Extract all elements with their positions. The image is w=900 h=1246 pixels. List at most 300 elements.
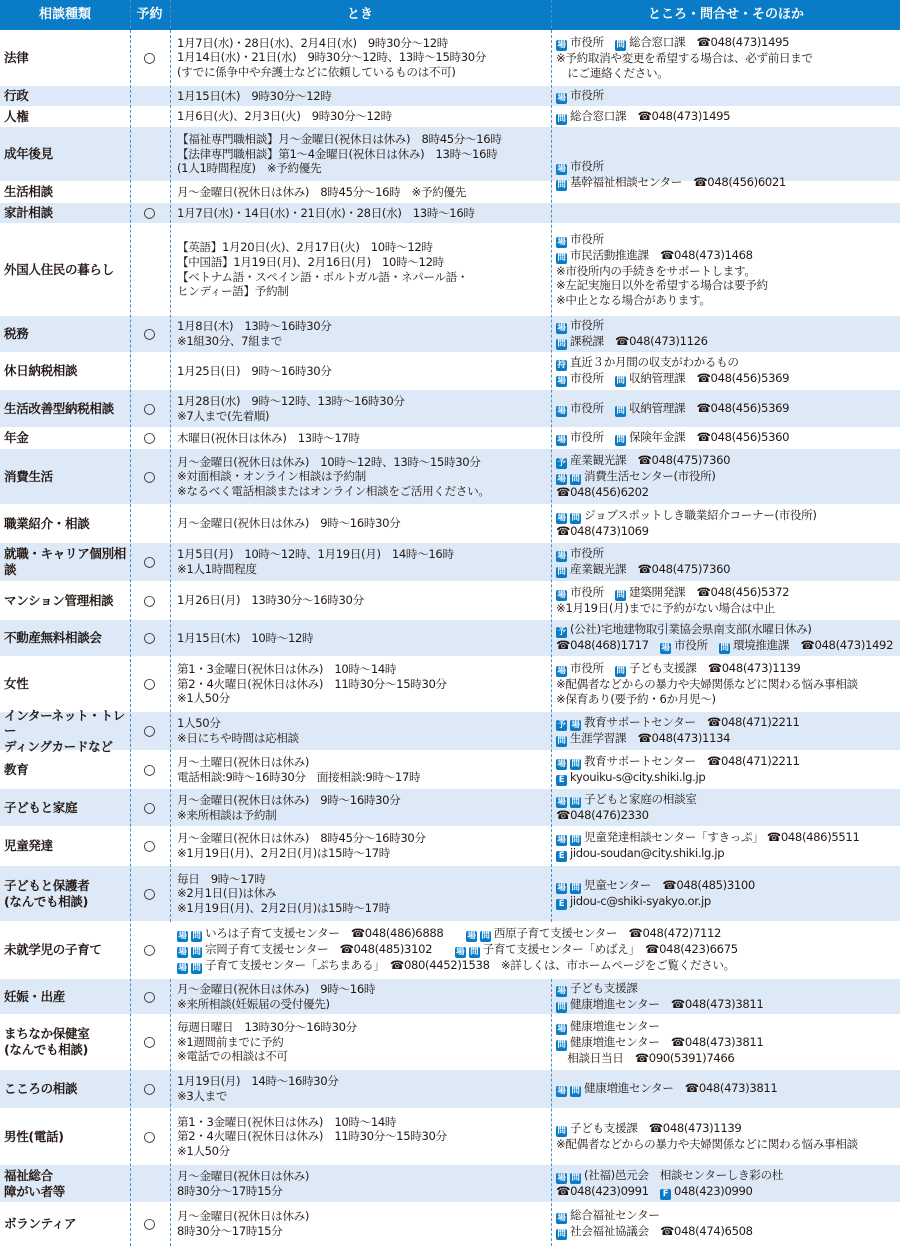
table-row (0, 86, 900, 107)
detail-text: ☎048(476)2330 (556, 808, 649, 823)
reserve-mark: ○ (143, 592, 156, 609)
table-row (0, 30, 900, 86)
detail-text: 市役所 (570, 159, 604, 173)
inquiry-icon: 問 (557, 252, 566, 263)
row-category (4, 428, 128, 448)
category-line: 税務 (4, 326, 29, 342)
when-line: ※来所相談(妊娠届の受付優先) (177, 996, 330, 1011)
detail-line (556, 401, 898, 417)
category-line: 成年後見 (4, 146, 53, 162)
row-when (177, 203, 549, 223)
when-line: ※1人50分 (177, 691, 230, 706)
when-line: 月～金曜日(祝休日は休み) 9時～16時30分 (177, 792, 401, 807)
category-line: 休日納税相談 (4, 363, 78, 379)
when-line: 月～金曜日(祝休日は休み) (177, 1209, 310, 1224)
category-line: 職業紹介・相談 (4, 515, 90, 531)
place-icon: 場 (178, 931, 187, 941)
place-icon: 場 (557, 758, 566, 769)
detail-line (556, 264, 898, 279)
detail-text: 市役所 (570, 318, 604, 332)
detail-text: (公社)宅地建物取引業協会県南支部(水曜日休み) (570, 622, 812, 636)
row-when (177, 1109, 549, 1164)
row-when (177, 979, 549, 1014)
place-icon: 場 (557, 835, 566, 845)
reserve-icon: 予 (557, 720, 566, 730)
detail-text: 市役所 (570, 546, 604, 560)
when-line: 1月5日(月) 10時～12時、1月19日(月) 14時～16時 (177, 547, 454, 562)
when-line: 第2・4火曜日(祝休日は休み) 11時30分～15時30分 (177, 676, 447, 691)
row-where (556, 449, 898, 504)
place-icon: 場 (557, 435, 566, 445)
category-line: 法律 (4, 49, 29, 65)
row-category (4, 182, 128, 202)
category-line: 教育 (4, 761, 29, 777)
detail-text: 健康増進センター ☎048(473)3811 (570, 996, 764, 1011)
detail-text: 児童発達相談センター「すきっぷ」 ☎048(486)5511 (584, 830, 860, 844)
detail-line (556, 846, 898, 862)
detail-line (556, 1051, 898, 1066)
detail-text: ジョブスポットしき職業紹介コーナー(市役所) (584, 508, 817, 523)
detail-line (556, 66, 898, 81)
detail-line (556, 1208, 898, 1224)
reserve-mark: ○ (143, 799, 156, 816)
row-when (177, 224, 549, 315)
detail-text: 市役所 (570, 430, 615, 444)
row-where (556, 1015, 898, 1069)
when-line: 1人50分 (177, 716, 221, 731)
row-where (556, 428, 898, 448)
place-icon: 場 (557, 551, 566, 561)
detail-text: 建築開発課 ☎048(456)5372 (628, 585, 790, 600)
detail-text: ※配偶者などからの暴力や夫婦関係などに関わる悩み事相談 (556, 1137, 858, 1152)
row-when (177, 1070, 549, 1108)
category-line: 男性(電話) (4, 1128, 64, 1144)
row-when (177, 1165, 549, 1202)
reserve-mark: ○ (143, 723, 156, 739)
when-line: 毎日 9時～17時 (177, 871, 266, 886)
row-where (556, 316, 898, 352)
detail-text: 市役所 (570, 371, 615, 385)
detail-line (556, 1019, 898, 1035)
detail-line (556, 453, 898, 469)
detail-text: 健康増進センター (570, 1018, 660, 1033)
place-icon: 場 (557, 474, 566, 485)
place-icon: 場 (178, 947, 187, 957)
when-line: 月～金曜日(祝休日は休み) 10時～12時、13時～15時30分 (177, 454, 481, 469)
when-line: 第1・3金曜日(祝休日は休み) 10時～14時 (177, 1114, 397, 1129)
detail-line (556, 715, 898, 731)
detail-line (556, 622, 898, 638)
header-reserve: 予約 (136, 7, 163, 22)
detail-line (177, 958, 897, 974)
place-icon: 場 (557, 93, 566, 103)
category-line: 生活改善型納税相談 (4, 400, 114, 416)
place-icon: 場 (557, 164, 566, 174)
inquiry-icon: 問 (557, 113, 566, 124)
category-line: ディングカードなど (4, 738, 113, 754)
row-category (4, 582, 128, 619)
row-category (4, 353, 128, 389)
when-line: ※なるべく電話相談またはオンライン相談をご活用ください。 (177, 483, 490, 498)
row-category (4, 1165, 128, 1202)
detail-line (556, 248, 898, 264)
table-row (0, 107, 900, 127)
category-line: (なんでも相談) (4, 893, 89, 909)
category-line: 人権 (4, 108, 29, 124)
category-line: マンション管理相談 (4, 592, 114, 608)
table-row (0, 1165, 900, 1203)
table-row (0, 390, 900, 428)
inquiry-icon: 問 (557, 339, 566, 349)
when-line: 1月7日(水)・14日(水)・21日(水)・28日(水) 13時～16時 (177, 205, 475, 220)
inquiry-icon: 問 (571, 797, 580, 808)
reserve-mark (131, 1165, 168, 1202)
table-row (0, 922, 900, 979)
detail-text: 市役所 (570, 661, 615, 676)
detail-text: 総合窓口課 ☎048(473)1495 (570, 108, 731, 123)
place-icon: 場 (661, 643, 670, 653)
column-divider (170, 979, 171, 1246)
row-category (4, 505, 128, 542)
when-line: 電話相談:9時～16時30分 面接相談:9時～17時 (177, 769, 421, 784)
place-icon: 場 (557, 1023, 566, 1034)
detail-line (556, 430, 898, 446)
row-where (556, 505, 898, 542)
row-where (556, 827, 898, 865)
table-row (0, 353, 900, 390)
place-icon: 場 (557, 1172, 566, 1183)
inquiry-icon: 問 (192, 963, 201, 973)
when-line: 8時30分～17時15分 (177, 1224, 283, 1238)
table-row (0, 620, 900, 657)
detail-text: 子ども支援課 ☎048(473)1139 (628, 661, 801, 676)
category-line: (なんでも相談) (4, 1042, 89, 1057)
reserve-mark (131, 353, 168, 389)
fax-icon: F (660, 1189, 671, 1200)
table-row (0, 657, 900, 712)
when-line: 【英語】1月20日(火)、2月17日(火) 10時～12時 (177, 240, 433, 255)
detail-text: 生涯学習課 ☎048(473)1134 (570, 731, 731, 745)
row-category (4, 543, 128, 581)
when-line: 月～金曜日(祝休日は休み) 9時～16時 (177, 981, 376, 996)
row-where (556, 182, 898, 202)
detail-line (556, 355, 898, 371)
detail-text: いろは子育て支援センター ☎048(486)6888 (205, 926, 466, 940)
row-category (4, 203, 128, 223)
detail-text: ☎048(473)1069 (556, 524, 649, 539)
row-when (177, 353, 549, 389)
row-category (4, 620, 128, 656)
detail-line (556, 159, 898, 175)
place-icon: 場 (557, 39, 566, 50)
reserve-mark (131, 224, 168, 315)
detail-text: 048(423)0990 (673, 1183, 753, 1198)
reserve-mark: ○ (143, 885, 156, 902)
place-icon: 場 (557, 666, 566, 677)
detail-text: 環境推進課 ☎048(473)1492 (732, 638, 894, 652)
table-row (0, 1015, 900, 1070)
detail-line (556, 878, 898, 894)
place-icon: 場 (557, 1213, 566, 1223)
table-row (0, 827, 900, 866)
reserve-mark: ○ (143, 630, 156, 646)
row-where (556, 582, 898, 619)
table-row (0, 505, 900, 543)
row-category (4, 789, 128, 826)
header-where: ところ・問合せ・そのほか (647, 7, 804, 22)
row-category (4, 316, 128, 352)
reserve-mark: ○ (143, 676, 156, 692)
detail-line (556, 1137, 898, 1152)
inquiry-icon: 問 (571, 835, 580, 845)
category-line: 外国人住民の暮らし (4, 261, 114, 277)
detail-line (556, 981, 898, 997)
reserve-mark (131, 182, 168, 202)
table-row (0, 428, 900, 449)
row-when (177, 182, 549, 202)
detail-text: kyouiku-s@city.shiki.lg.jp (570, 769, 706, 784)
detail-line (177, 926, 897, 942)
inquiry-icon: 問 (571, 1086, 580, 1096)
row-where (556, 86, 898, 106)
table-row (0, 866, 900, 922)
header-when: とき (346, 7, 373, 22)
detail-text: 市役所 (570, 400, 615, 415)
detail-text: 産業観光課 ☎048(475)7360 (570, 562, 731, 576)
place-icon: 場 (456, 947, 465, 957)
reserve-icon: 予 (557, 627, 566, 637)
row-when (177, 1015, 549, 1069)
when-line: 月～金曜日(祝休日は休み) 9時～16時30分 (177, 516, 401, 531)
row-when (177, 620, 549, 656)
when-line: 第1・3金曜日(祝休日は休み) 10時～14時 (177, 662, 397, 677)
inquiry-icon: 問 (557, 180, 566, 190)
when-line: ※1組30分、7組まで (177, 334, 282, 348)
reserve-mark (131, 127, 168, 181)
when-line: ※7人まで(先着順) (177, 408, 270, 423)
row-where (556, 789, 898, 826)
row-when (177, 316, 549, 352)
detail-text: 健康増進センター ☎048(473)3811 (584, 1081, 778, 1095)
row-when (177, 107, 549, 126)
detail-text: 西原子育て支援センター ☎048(472)7112 (493, 926, 722, 940)
detail-text: 市役所 (570, 88, 604, 102)
column-divider (551, 979, 552, 1246)
category-line: こころの相談 (4, 1081, 78, 1097)
detail-line (556, 1224, 898, 1240)
detail-text: 直近３か月間の収支がわかるもの (570, 355, 739, 369)
place-icon: 場 (557, 882, 566, 893)
detail-line (556, 661, 898, 677)
category-line: 障がい者等 (4, 1183, 66, 1199)
detail-text: 市役所 (570, 231, 604, 246)
when-line: ※1人50分 (177, 1143, 230, 1158)
row-when (177, 30, 549, 85)
when-line: 月～金曜日(祝休日は休み) 8時45分～16時30分 (177, 831, 426, 846)
reserve-mark: ○ (143, 1128, 156, 1145)
bring-icon: 持 (557, 360, 566, 370)
row-category (4, 224, 128, 315)
row-when (177, 789, 549, 826)
inquiry-icon: 問 (557, 1229, 566, 1239)
detail-line (556, 638, 898, 654)
reserve-mark: ○ (143, 988, 156, 1005)
table-row (0, 127, 900, 190)
when-line: 1月26日(月) 13時30分～16時30分 (177, 593, 364, 608)
row-where (556, 620, 898, 656)
detail-line (556, 469, 898, 485)
email-icon: E (556, 899, 567, 910)
category-line: 消費生活 (4, 468, 53, 484)
inquiry-icon: 問 (616, 376, 625, 386)
row-where (556, 1203, 898, 1245)
reserve-mark: ○ (143, 205, 156, 221)
detail-line (556, 692, 898, 707)
reserve-mark: ○ (143, 1081, 156, 1097)
detail-line (556, 35, 898, 51)
detail-text: ※中止となる場合があります。 (556, 292, 711, 307)
table-row (0, 979, 900, 1015)
category-line: 年金 (4, 430, 29, 446)
when-line: ※対面相談・オンライン相談は予約制 (177, 469, 366, 484)
category-line: 子どもと家庭 (4, 799, 78, 815)
detail-text: 市役所 (570, 585, 615, 600)
detail-line (556, 293, 898, 308)
when-line: 毎週日曜日 13時30分～16時30分 (177, 1020, 357, 1035)
row-category (4, 127, 128, 181)
reserve-mark (131, 107, 168, 126)
inquiry-icon: 問 (470, 947, 479, 957)
when-line: (すでに係争中や弁護士などに依頼しているものは不可) (177, 64, 456, 79)
when-line: 1月15日(木) 10時～12時 (177, 630, 314, 645)
row-category (4, 866, 128, 921)
detail-text: 産業観光課 ☎048(475)7360 (570, 453, 731, 468)
detail-text: 市役所 (570, 34, 615, 49)
row-when (177, 449, 549, 504)
when-line: 月～土曜日(祝休日は休み) (177, 754, 310, 769)
reserve-mark: ○ (143, 430, 156, 446)
inquiry-icon: 問 (481, 931, 490, 941)
row-where (556, 866, 898, 921)
detail-text: jidou-c@shiki-syakyo.or.jp (570, 893, 711, 908)
category-line: 不動産無料相談会 (4, 630, 102, 646)
detail-text: ☎048(423)0991 (556, 1183, 660, 1198)
row-when (177, 127, 549, 181)
detail-line (556, 1035, 898, 1051)
detail-line (556, 88, 898, 104)
detail-text: ☎048(468)1717 (556, 638, 660, 652)
detail-line (556, 1168, 898, 1184)
detail-line (556, 677, 898, 692)
place-icon: 場 (467, 931, 476, 941)
detail-text: jidou-soudan@city.shiki.lg.jp (570, 846, 725, 860)
detail-line (556, 770, 898, 786)
inquiry-icon: 問 (571, 1172, 580, 1183)
table-row (0, 751, 900, 789)
table-row (0, 1109, 900, 1165)
row-where (556, 390, 898, 427)
detail-text: ※左記実施日以外を希望する場合は要予約 (556, 278, 768, 293)
detail-text: (社福)邑元会 相談センターしき彩の杜 (584, 1167, 784, 1182)
category-line: ボランティア (4, 1216, 77, 1232)
inquiry-icon: 問 (571, 474, 580, 485)
row-where (556, 657, 898, 711)
detail-line (556, 562, 898, 578)
detail-text: ※1月19日(月)までに予約がない場合は中止 (556, 601, 775, 616)
row-when (177, 1203, 549, 1245)
table-row (0, 707, 900, 754)
detail-text: 収納管理課 ☎048(456)5369 (628, 400, 790, 415)
detail-text: 宗岡子育て支援センター ☎048(485)3102 (205, 942, 455, 956)
when-line: 第2・4火曜日(祝休日は休み) 11時30分～15時30分 (177, 1129, 447, 1144)
detail-text: 収納管理課 ☎048(456)5369 (628, 371, 790, 385)
when-line: 月～金曜日(祝休日は休み) 8時45分～16時 ※予約優先 (177, 184, 466, 199)
table-row (0, 582, 900, 620)
row-where (556, 543, 898, 581)
row-when (177, 428, 549, 448)
place-icon: 場 (557, 405, 566, 416)
detail-line (556, 278, 898, 293)
row-where (556, 1165, 898, 1202)
table-row (0, 316, 900, 353)
detail-line (556, 731, 898, 747)
detail-text: 相談日当日 ☎090(5391)7466 (556, 1050, 735, 1065)
detail-text: 市役所 (673, 638, 719, 652)
row-where (556, 979, 898, 1014)
place-icon: 場 (557, 590, 566, 601)
row-category (4, 1203, 128, 1245)
detail-text: 社会福祉協議会 ☎048(474)6508 (570, 1224, 753, 1238)
detail-line (556, 51, 898, 66)
reserve-mark (131, 86, 168, 106)
row-when (177, 827, 549, 865)
inquiry-icon: 問 (557, 1001, 566, 1012)
detail-line (556, 1081, 898, 1097)
detail-line (556, 808, 898, 823)
email-icon: E (556, 775, 567, 786)
reserve-mark: ○ (143, 1216, 156, 1232)
row-category (4, 1015, 128, 1069)
when-line: 1月15日(木) 9時30分～12時 (177, 88, 332, 103)
inquiry-icon: 問 (557, 736, 566, 746)
inquiry-icon: 問 (571, 758, 580, 769)
category-line: 未就学児の子育て (4, 942, 102, 958)
when-line: 1月19日(月) 14時～16時30分 (177, 1074, 339, 1089)
detail-text: ※予約取消や変更を希望する場合は、必ず前日まで (556, 50, 813, 65)
when-line: ※1月19日(月)、2月2日(月)は15時～17時 (177, 900, 390, 915)
detail-text: 課税課 ☎048(473)1126 (570, 334, 708, 348)
row-where (556, 712, 898, 750)
table-row (0, 1203, 900, 1246)
category-line: まちなか保健室 (4, 1026, 90, 1042)
place-icon: 場 (557, 513, 566, 524)
detail-line (556, 601, 898, 616)
place-icon: 場 (557, 985, 566, 996)
row-where (556, 353, 898, 389)
email-icon: E (556, 851, 567, 862)
detail-text: 教育サポートセンター ☎048(471)2211 (584, 715, 800, 729)
header-category: 相談種類 (38, 7, 91, 22)
when-line: 1月25日(日) 9時～16時30分 (177, 363, 332, 378)
when-line: ※1週間前までに予約 (177, 1034, 284, 1049)
detail-line (556, 830, 898, 846)
row-category (4, 390, 128, 427)
detail-line (556, 894, 898, 910)
inquiry-icon: 問 (557, 1126, 566, 1137)
when-line: 【福祉専門職相談】月～金曜日(祝休日は休み) 8時45分～16時 (177, 132, 502, 147)
detail-text: ☎048(456)6202 (556, 485, 649, 500)
detail-line (556, 997, 898, 1013)
